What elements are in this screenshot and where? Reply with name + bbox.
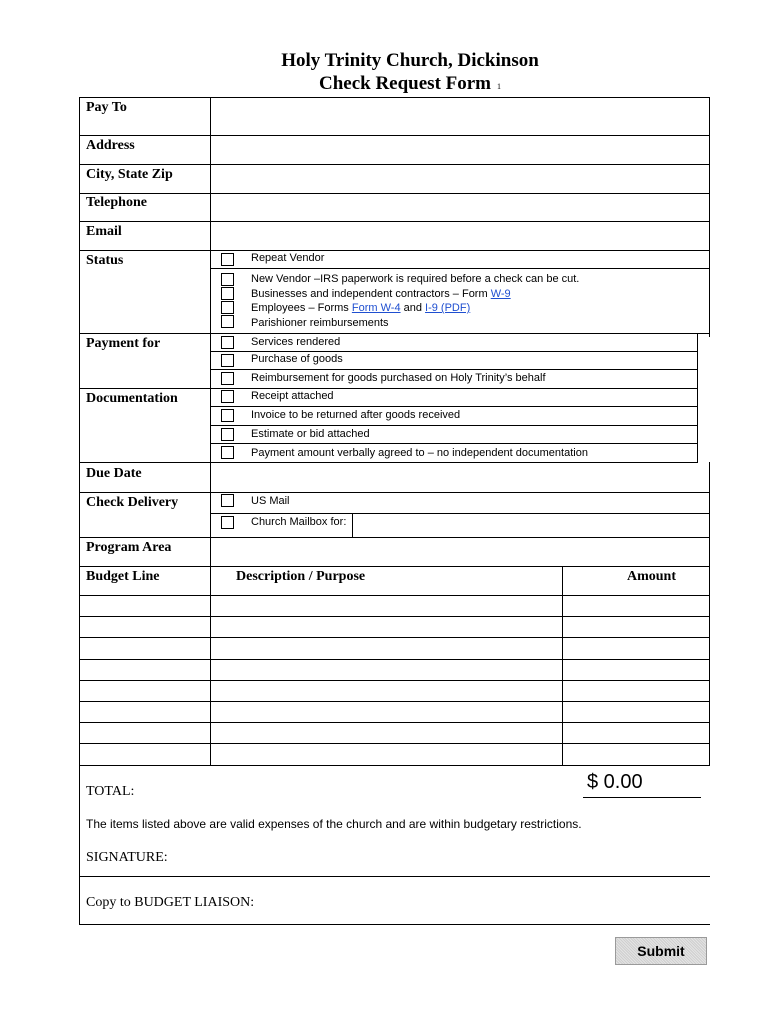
church-mailbox-label: Church Mailbox for:	[251, 516, 347, 528]
table-right-border	[709, 566, 710, 765]
table-row-line	[79, 765, 710, 766]
estimate-checkbox[interactable]	[221, 428, 234, 441]
new-vendor-label: New Vendor –IRS paperwork is required before a check can be cut.	[251, 273, 580, 285]
table-row-line	[79, 701, 710, 702]
payment-option-label: Purchase of goods	[251, 353, 343, 365]
row-line	[210, 406, 698, 407]
documentation-option-label: Payment amount verbally agreed to – no independent documentation	[251, 447, 588, 459]
table-row-line	[79, 722, 710, 723]
form-bottom-border	[79, 924, 710, 925]
documentation-label: Documentation	[86, 391, 178, 406]
row-line	[79, 333, 710, 334]
table-row-line	[79, 616, 710, 617]
row-line	[79, 164, 710, 165]
signature-line	[79, 876, 710, 877]
row-line	[210, 425, 698, 426]
budget-line-header: Budget Line	[86, 569, 160, 584]
repeat-vendor-checkbox[interactable]	[221, 253, 234, 266]
program-area-input[interactable]	[212, 539, 708, 565]
form-top-border	[79, 97, 710, 98]
row-line	[79, 537, 710, 538]
mailbox-divider	[352, 513, 353, 537]
row-line	[79, 462, 698, 463]
due-date-label: Due Date	[86, 466, 142, 481]
table-row-line	[79, 637, 710, 638]
businesses-checkbox[interactable]	[221, 287, 234, 300]
employees-checkbox[interactable]	[221, 301, 234, 314]
pay-to-input[interactable]	[212, 99, 708, 134]
email-input[interactable]	[212, 223, 708, 249]
page-number: 1	[497, 82, 502, 91]
table-row-line	[79, 680, 710, 681]
row-line	[79, 135, 710, 136]
submit-button[interactable]: Submit	[615, 937, 707, 965]
repeat-vendor-label: Repeat Vendor	[251, 252, 325, 264]
w9-link[interactable]: W-9	[490, 288, 511, 300]
documentation-option-label: Receipt attached	[251, 390, 334, 402]
us-mail-label: US Mail	[251, 495, 290, 507]
total-value: $ 0.00	[587, 771, 643, 793]
validity-statement: The items listed above are valid expenses of the church and are within budgetary restrictions.	[86, 817, 582, 831]
status-label: Status	[86, 253, 124, 268]
row-line	[210, 369, 698, 370]
city-state-zip-label: City, State Zip	[86, 167, 173, 182]
parishioner-checkbox[interactable]	[221, 315, 234, 328]
row-line	[210, 513, 710, 514]
row-line	[79, 388, 698, 389]
description-header: Description / Purpose	[236, 569, 366, 584]
address-input[interactable]	[212, 137, 708, 163]
church-mailbox-input[interactable]	[354, 515, 708, 536]
total-underline	[583, 797, 701, 798]
label-column-divider	[210, 97, 211, 765]
right-border	[697, 333, 698, 462]
receipt-attached-checkbox[interactable]	[221, 390, 234, 403]
us-mail-checkbox[interactable]	[221, 494, 234, 507]
telephone-input[interactable]	[212, 195, 708, 220]
payment-option-label: Services rendered	[251, 336, 341, 348]
row-line	[79, 250, 710, 251]
w4-link[interactable]: Form W-4	[351, 302, 401, 314]
businesses-label: Businesses and independent contractors – Form W-9	[251, 288, 511, 300]
row-line	[79, 492, 710, 493]
row-line	[210, 443, 698, 444]
table-row-line	[79, 595, 710, 596]
city-state-zip-input[interactable]	[212, 166, 708, 192]
due-date-input[interactable]	[212, 464, 708, 491]
i9-link[interactable]: I-9 (PDF)	[425, 302, 471, 314]
table-row-line	[79, 743, 710, 744]
payment-option-label: Reimbursement for goods purchased on Holy Trinity’s behalf	[251, 372, 546, 384]
address-label: Address	[86, 138, 135, 153]
telephone-label: Telephone	[86, 195, 147, 210]
amount-column-divider	[562, 566, 563, 765]
documentation-option-label: Estimate or bid attached	[251, 428, 370, 440]
amount-header: Amount	[627, 569, 677, 584]
new-vendor-checkbox[interactable]	[221, 273, 234, 286]
parishioner-label: Parishioner reimbursements	[251, 317, 389, 329]
verbal-agreement-checkbox[interactable]	[221, 446, 234, 459]
form-title: Holy Trinity Church, Dickinson	[281, 50, 539, 71]
row-line	[79, 193, 710, 194]
employees-label: Employees – Forms Form W-4 and I-9 (PDF)	[251, 302, 471, 314]
signature-label: SIGNATURE:	[86, 850, 168, 865]
right-border	[709, 97, 710, 337]
purchase-goods-checkbox[interactable]	[221, 354, 234, 367]
form-subtitle: Check Request Form 1	[318, 73, 502, 94]
email-label: Email	[86, 224, 122, 239]
reimbursement-checkbox[interactable]	[221, 372, 234, 385]
row-line	[210, 268, 710, 269]
row-line	[79, 566, 710, 567]
copy-to-budget-liaison-label: Copy to BUDGET LIAISON:	[86, 895, 255, 910]
program-area-label: Program Area	[86, 540, 172, 555]
row-line	[79, 221, 710, 222]
services-rendered-checkbox[interactable]	[221, 336, 234, 349]
payment-for-label: Payment for	[86, 336, 161, 351]
total-label: TOTAL:	[86, 784, 135, 799]
pay-to-label: Pay To	[86, 100, 127, 115]
church-mailbox-checkbox[interactable]	[221, 516, 234, 529]
check-delivery-label: Check Delivery	[86, 495, 179, 510]
invoice-checkbox[interactable]	[221, 409, 234, 422]
documentation-option-label: Invoice to be returned after goods received	[251, 409, 461, 421]
table-row-line	[79, 659, 710, 660]
